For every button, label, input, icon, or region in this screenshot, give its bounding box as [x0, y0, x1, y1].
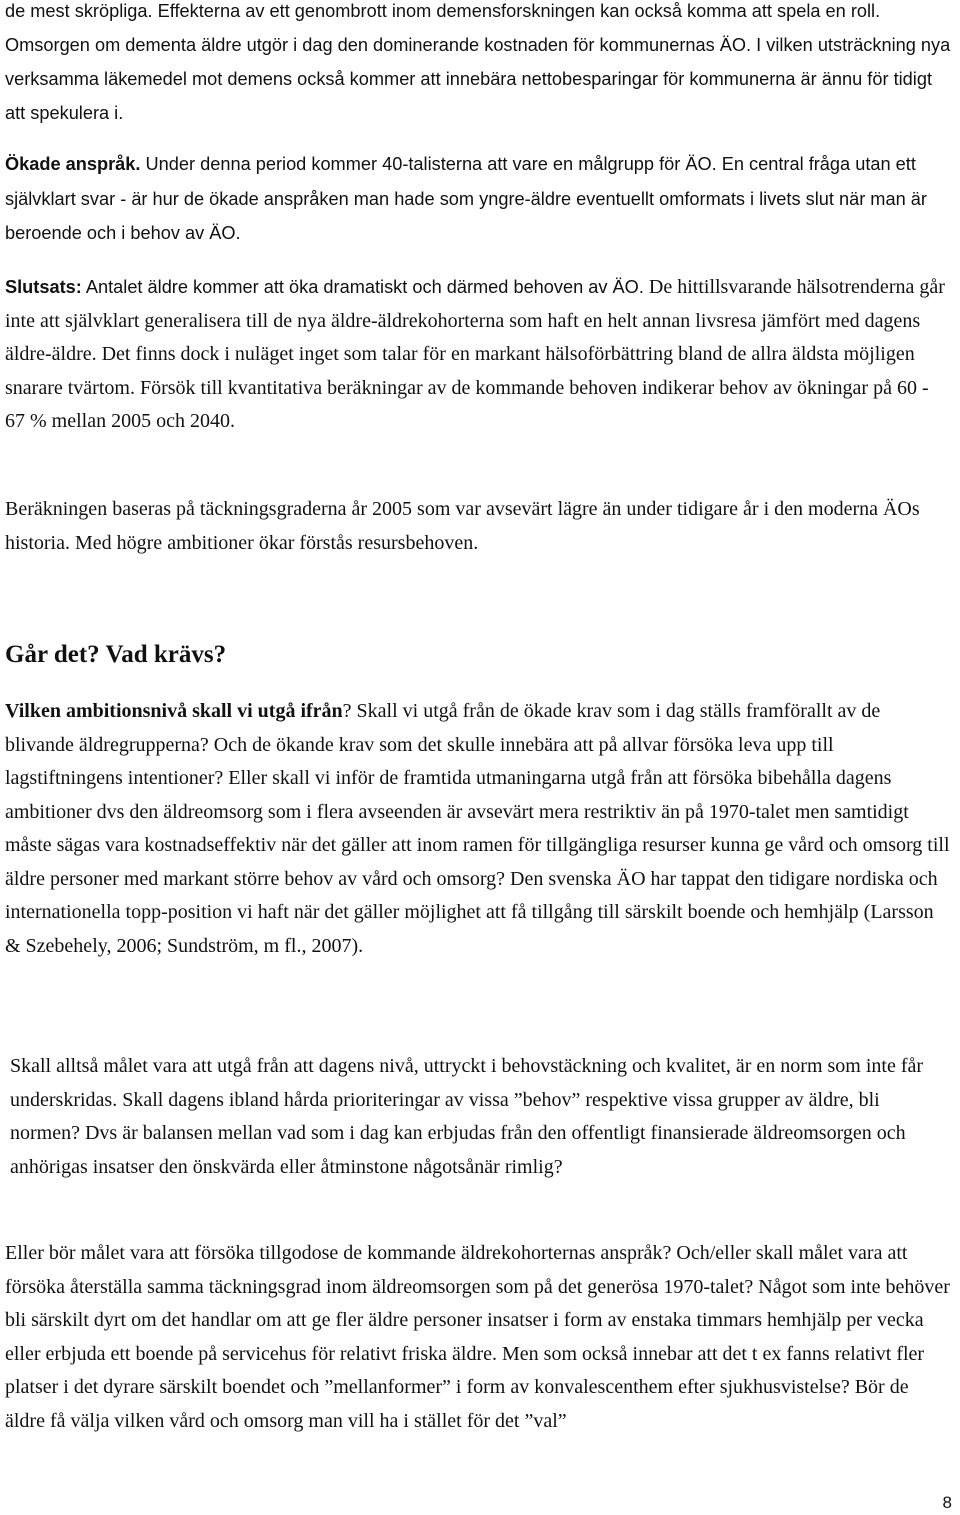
slutsats-title: Slutsats: [5, 277, 82, 297]
eller-paragraph [5, 1237, 953, 1438]
okade-title: Ökade anspråk. [5, 154, 141, 174]
okade-paragraph [5, 147, 953, 251]
skall-text: Skall alltså målet vara att utgå från att dagens nivå, uttryckt i behovstäckning och kvalitet, är en norm som inte får underskridas. Skall dagens ibland hårda prioriteringar av vissa ”behov” respektive vissa grupper av äldre, bli normen? Dvs är balansen mellan vad som i dag kan erbjudas från den offentligt finansierade äldreomsorgen och anhörigas insatser den önskvärda eller åtminstone någotsånär rimlig? [10, 1055, 924, 1178]
eller-text: Eller bör målet vara att försöka tillgodose de kommande äldrekohorternas anspråk? Och/eller skall målet vara att försöka återställa samma täckningsgrad inom äldreomsorgen som på det generösa 1970-talet? Något som inte behöver bli särskilt dyrt om det handlar om att ge fler äldre personer insatser i form av enstaka timmars hemhjälp per vecka eller erbjuda ett boende på servicehus för relativt friska äldre. Men som också innebar att det t ex fanns relativt fler platser i det dyrare särskilt boendet och ”mellanformer” i form av konvalescenthem efter sjukhusvistelse? Bör de äldre få välja vilken vård och omsorg man vill ha i stället för det ”val” [5, 1242, 950, 1432]
ambition-title: Vilken ambitionsnivå skall vi utgå ifrån [5, 700, 343, 722]
berakning-text: Beräkningen baseras på täckningsgraderna år 2005 som var avsevärt lägre än under tidigare år i den moderna ÄOs historia. Med högre ambitioner ökar förstås resursbehoven. [5, 498, 920, 554]
section-heading: Går det? Vad krävs? [5, 641, 227, 668]
slutsats-serif-text: De hittillsvarande hälsotrenderna går inte att självklart generalisera till de nya äldre-äldrekohorterna som haft en helt annan livsresa jämfört med dagens äldre-äldre. Det finns dock i nuläget inget som talar för en markant hälsoförbättring bland de allra äldsta möjligen snarare tvärtom. Försök till kvantitativa beräkningar av de kommande behoven indikerar behov av ökningar på 60 - 67 % mellan 2005 och 2040. [5, 276, 945, 432]
intro-text: de mest skröpliga. Effekterna av ett genombrott inom demensforskningen kan också komma att spela en roll. Omsorgen om dementa äldre utgör i dag den dominerande kostnaden för kommunernas ÄO. I vilken utsträckning nya verksamma läkemedel mot demens också kommer att innebära nettobesparingar för kommunerna är ännu för tidigt att spekulera i. [5, 1, 951, 123]
intro-paragraph [5, 0, 953, 130]
ambition-paragraph [5, 695, 953, 963]
slutsats-paragraph [5, 270, 953, 439]
slutsats-sans-text: Antalet äldre kommer att öka dramatiskt och därmed behoven av ÄO. [81, 277, 644, 297]
skall-paragraph [10, 1050, 953, 1184]
okade-text: Under denna period kommer 40-talisterna att vare en målgrupp för ÄO. En central fråga utan ett självklart svar - är hur de ökade anspråken man hade som yngre-äldre eventuellt omformats i livets slut när man är beroende och i behov av ÄO. [5, 154, 927, 243]
page-number: 8 [942, 1493, 952, 1512]
ambition-text: ? Skall vi utgå från de ökade krav som i dag ställs framförallt av de blivande äldregrupperna? Och de ökande krav som det skulle innebära att på allvar försöka leva upp till lagstiftningens intentioner? Eller skall vi inför de framtida utmaningarna utgå från att försöka bibehålla dagens ambitioner dvs den äldreomsorg som i flera avseenden är avsevärt mera restriktiv än på 1970-talet men samtidigt måste sägas vara kostnadseffektiv när det gäller att inom ramen för tillgängliga resurser kunna ge vård och omsorg till äldre personer med markant större behov av vård och omsorg? Den svenska ÄO har tappat den tidigare nordiska och internationella topp-position vi haft när det gäller möjlighet att få tillgång till särskilt boende och hemhjälp (Larsson & Szebehely, 2006; Sundström, m fl., 2007). [5, 700, 950, 957]
berakning-paragraph [5, 493, 953, 560]
